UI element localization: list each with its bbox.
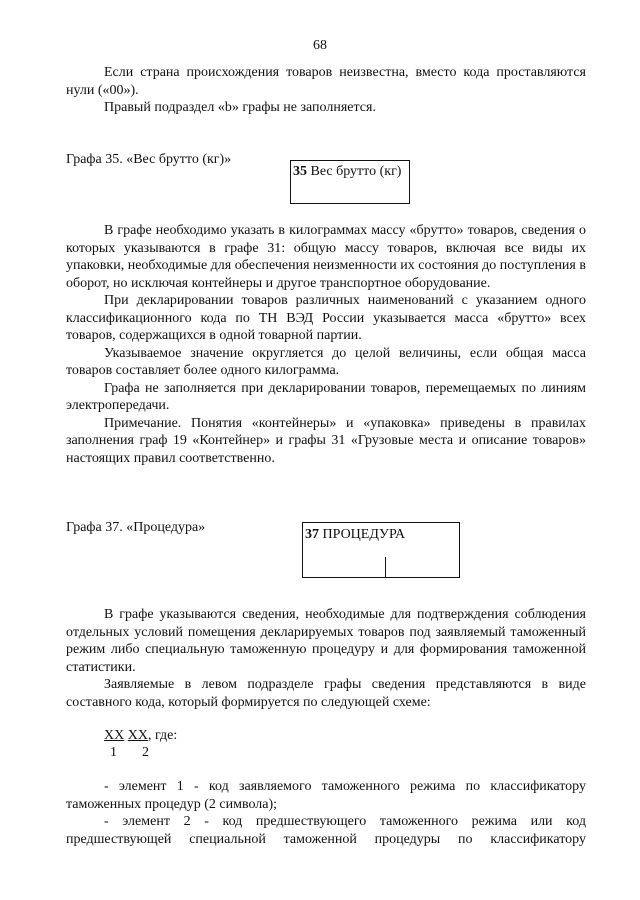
page-number: 68	[313, 38, 327, 53]
form-field-37	[302, 522, 460, 578]
scheme-number-1: 1	[110, 745, 117, 760]
paragraph: Графа не заполняется при декларировании товаров, перемещаемых по линиям электропередачи.	[66, 380, 586, 413]
paragraph: Правый подраздел «b» графы не заполняется.	[104, 100, 376, 115]
list-item: - элемент 1 - код заявляемого таможенного режима по классификатору таможенных процедур (2 символа);	[66, 779, 586, 812]
form-field-35	[290, 160, 410, 204]
field-title: ПРОЦЕДУРА	[319, 527, 406, 542]
scheme-suffix: , где:	[147, 728, 178, 743]
list-item: - элемент 2 - код предшествующего таможенного режима или код предшествующей специальной таможенной процедуры по классификатору	[66, 814, 586, 847]
field-number: 35	[293, 164, 307, 179]
scheme-element-1: ХХ	[104, 728, 125, 743]
paragraph: В графе необходимо указать в килограммах массу «брутто» товаров, сведения о которых указываются в графе 31: общую массу товаров, включая все виды их упаковки, необходимые для обеспечения неизменности их состояния до поступления в оборот, но исключая контейнеры и другое транспортное оборудование.	[66, 223, 586, 291]
section-35-label: Графа 35. «Вес брутто (кг)»	[66, 152, 232, 167]
section-37-label: Графа 37. «Процедура»	[66, 520, 206, 535]
section-37-body	[66, 606, 586, 711]
field-title: Вес брутто (кг)	[307, 164, 402, 179]
section-35-body	[66, 222, 586, 467]
paragraph: Заявляемые в левом подразделе графы сведения представляются в виде составного кода, который формируется по следующей схеме:	[66, 677, 586, 710]
paragraph: Примечание. Понятия «контейнеры» и «упаковка» приведены в правилах заполнения граф 19 «Контейнер» и графы 31 «Грузовые места и описание товаров» настоящих правил соответственно.	[66, 415, 586, 466]
paragraph: При декларировании товаров различных наименований с указанием одного классификационного кода по ТН ВЭД России указывается масса «брутто» всех товаров, содержащихся в одной товарной партии.	[66, 293, 586, 343]
paragraph: Если страна происхождения товаров неизвестна, вместо кода проставляются нули («00»).	[66, 65, 586, 98]
paragraph: В графе указываются сведения, необходимые для подтверждения соблюдения отдельных условий помещения декларируемых товаров под заявляемый таможенный режим либо специальную таможенную процедуру и для формирования таможенной статистики.	[66, 607, 586, 675]
scheme-number-2: 2	[142, 745, 149, 760]
field-number: 37	[305, 527, 319, 542]
scheme-element-2: ХХ	[127, 728, 148, 743]
code-scheme	[104, 728, 178, 760]
paragraph: Указываемое значение округляется до целой величины, если общая масса товаров составляет более одного килограмма.	[66, 345, 586, 378]
intro-block	[66, 64, 586, 117]
field-divider	[385, 557, 386, 577]
elements-list	[66, 778, 586, 848]
